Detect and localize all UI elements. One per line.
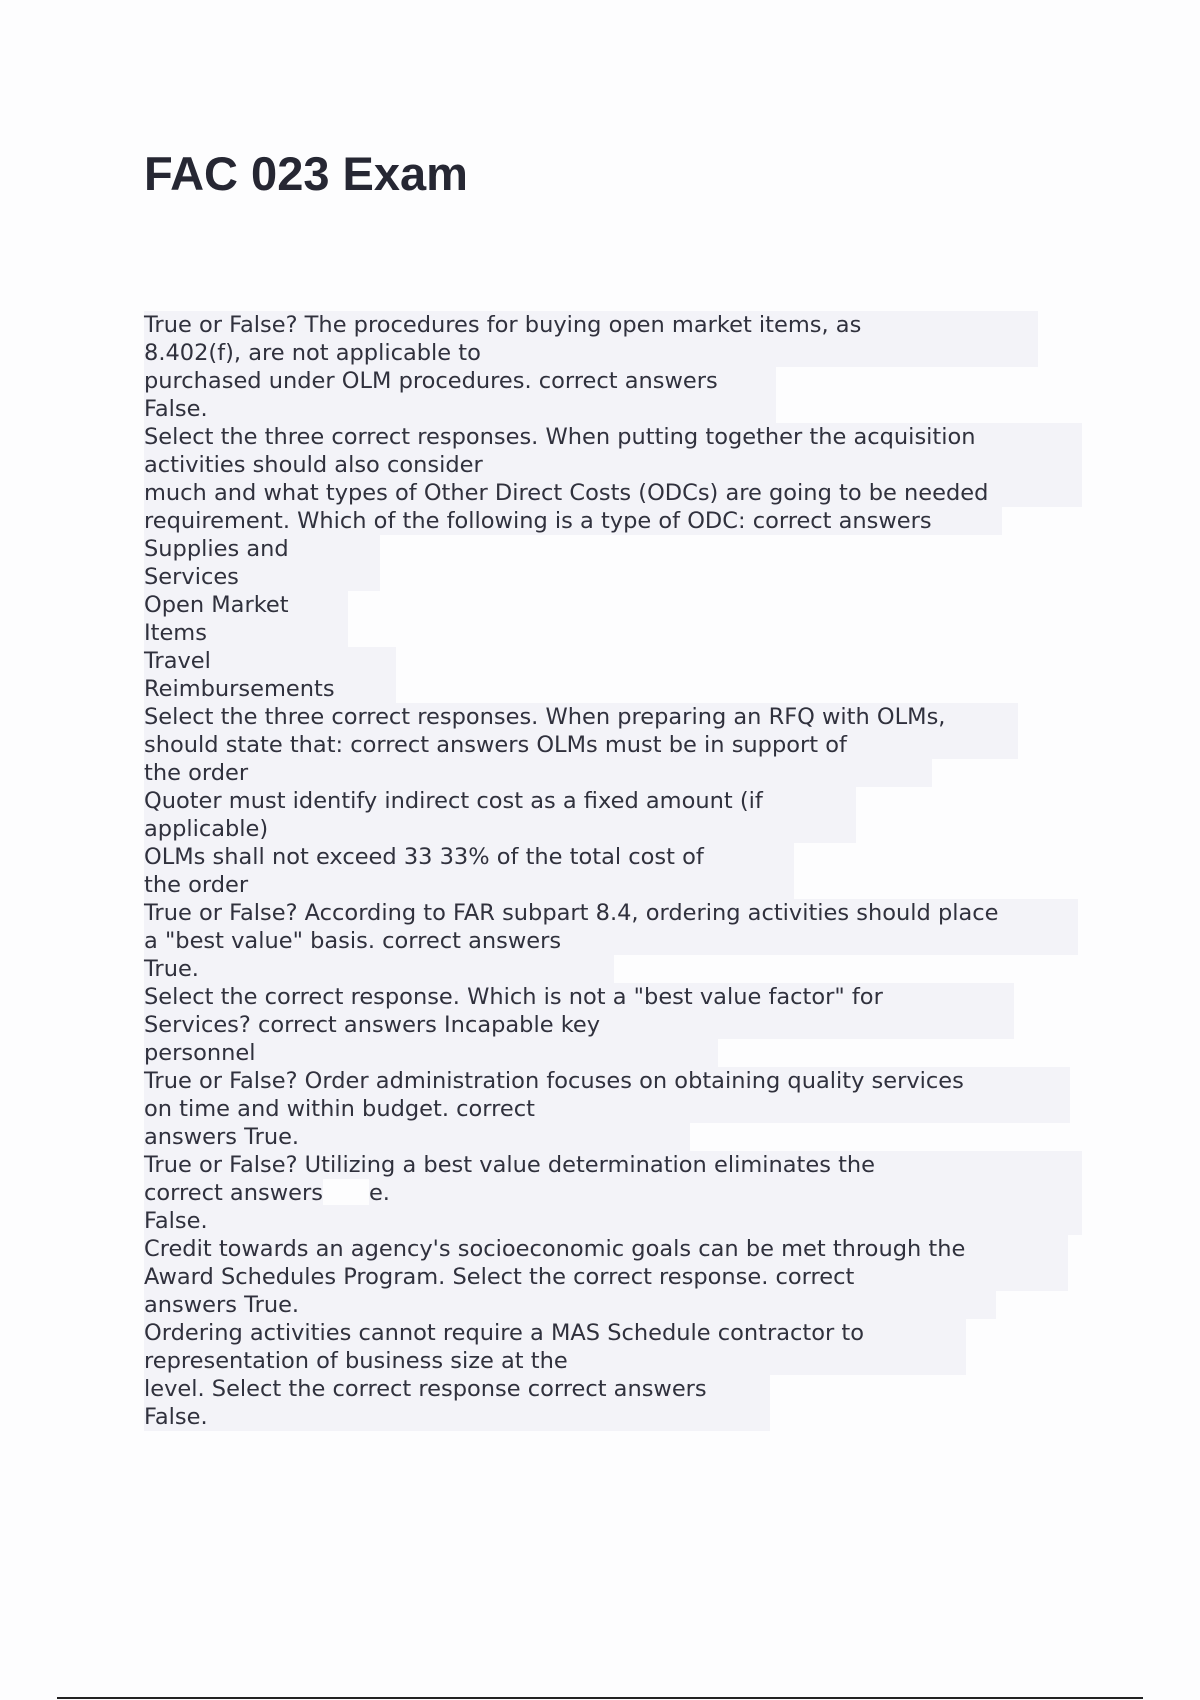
line-text: Supplies and (144, 535, 380, 563)
line-text: representation of business size at the (144, 1347, 966, 1375)
line-text (144, 1179, 1082, 1207)
line-text: Travel (144, 647, 396, 675)
text-line (144, 507, 1084, 535)
text-line (144, 1039, 1084, 1067)
text-line (144, 1263, 1084, 1291)
line-text: on time and within budget. correct (144, 1095, 1070, 1123)
text-line (144, 1123, 1084, 1151)
line-text: True or False? Order administration focuses on obtaining quality services (144, 1067, 1070, 1095)
text-line (144, 1291, 1084, 1319)
text-line (144, 1319, 1084, 1347)
footer-divider (57, 1697, 1143, 1699)
line-text: activities should also consider (144, 451, 1082, 479)
text-line (144, 675, 1084, 703)
line-text: answers True. (144, 1291, 996, 1319)
line-text: Credit towards an agency's socioeconomic goals can be met through the (144, 1235, 1068, 1263)
line-text: Select the three correct responses. When putting together the acquisition (144, 423, 1082, 451)
line-text: much and what types of Other Direct Costs (ODCs) are going to be needed (144, 479, 1082, 507)
redaction-mark (323, 1179, 369, 1205)
text-line (144, 479, 1084, 507)
text-line (144, 731, 1084, 759)
line-text: Services? correct answers Incapable key (144, 1011, 1014, 1039)
line-text: Reimbursements (144, 675, 396, 703)
text-line (144, 339, 1084, 367)
text-line (144, 1011, 1084, 1039)
line-text: should state that: correct answers OLMs must be in support of (144, 731, 1018, 759)
text-line (144, 983, 1084, 1011)
text-line (144, 563, 1084, 591)
text-line (144, 759, 1084, 787)
text-line (144, 871, 1084, 899)
page-title: FAC 023 Exam (144, 147, 468, 200)
line-text: a "best value" basis. correct answers (144, 927, 1078, 955)
text-line (144, 843, 1084, 871)
text-line (144, 535, 1084, 563)
line-text: False. (144, 395, 776, 423)
text-line (144, 619, 1084, 647)
line-text: Open Market (144, 591, 348, 619)
line-text: answers True. (144, 1123, 690, 1151)
text-line (144, 1375, 1084, 1403)
text-line (144, 955, 1084, 983)
text-line (144, 815, 1084, 843)
line-text: OLMs shall not exceed 33 33% of the total cost of (144, 843, 794, 871)
text-line (144, 1235, 1084, 1263)
line-text: False. (144, 1403, 770, 1431)
line-text: True or False? The procedures for buying open market items, as (144, 311, 1038, 339)
text-line (144, 647, 1084, 675)
line-text: Ordering activities cannot require a MAS Schedule contractor to (144, 1319, 966, 1347)
line-fragment: correct answers (144, 1180, 323, 1206)
text-line (144, 1151, 1084, 1179)
line-text: Services (144, 563, 380, 591)
line-text: True or False? According to FAR subpart 8.4, ordering activities should place (144, 899, 1078, 927)
line-text: personnel (144, 1039, 718, 1067)
text-line (144, 899, 1084, 927)
line-text: the order (144, 759, 932, 787)
text-line (144, 1095, 1084, 1123)
text-line (144, 591, 1084, 619)
line-text: True or False? Utilizing a best value determination eliminates the (144, 1151, 1082, 1179)
line-text: 8.402(f), are not applicable to (144, 339, 1038, 367)
line-text: False. (144, 1207, 1082, 1235)
line-text: Quoter must identify indirect cost as a fixed amount (if (144, 787, 856, 815)
line-text: requirement. Which of the following is a type of ODC: correct answers (144, 507, 1002, 535)
line-text: the order (144, 871, 794, 899)
line-fragment: e. (368, 1180, 390, 1206)
text-line (144, 1347, 1084, 1375)
text-line (144, 1207, 1084, 1235)
text-line (144, 367, 1084, 395)
text-line (144, 927, 1084, 955)
text-line (144, 451, 1084, 479)
text-line (144, 1179, 1084, 1207)
text-line (144, 787, 1084, 815)
exam-content (144, 311, 1084, 1431)
text-line (144, 1403, 1084, 1431)
line-text: Select the correct response. Which is not a "best value factor" for (144, 983, 1014, 1011)
text-line (144, 395, 1084, 423)
line-text: Items (144, 619, 348, 647)
line-text: Select the three correct responses. When preparing an RFQ with OLMs, (144, 703, 1018, 731)
text-line (144, 1067, 1084, 1095)
text-line (144, 423, 1084, 451)
line-text: level. Select the correct response correct answers (144, 1375, 770, 1403)
text-line (144, 311, 1084, 339)
text-line (144, 703, 1084, 731)
line-text: Award Schedules Program. Select the correct response. correct (144, 1263, 1068, 1291)
line-text: purchased under OLM procedures. correct answers (144, 367, 776, 395)
line-text: applicable) (144, 815, 856, 843)
line-text: True. (144, 955, 614, 983)
